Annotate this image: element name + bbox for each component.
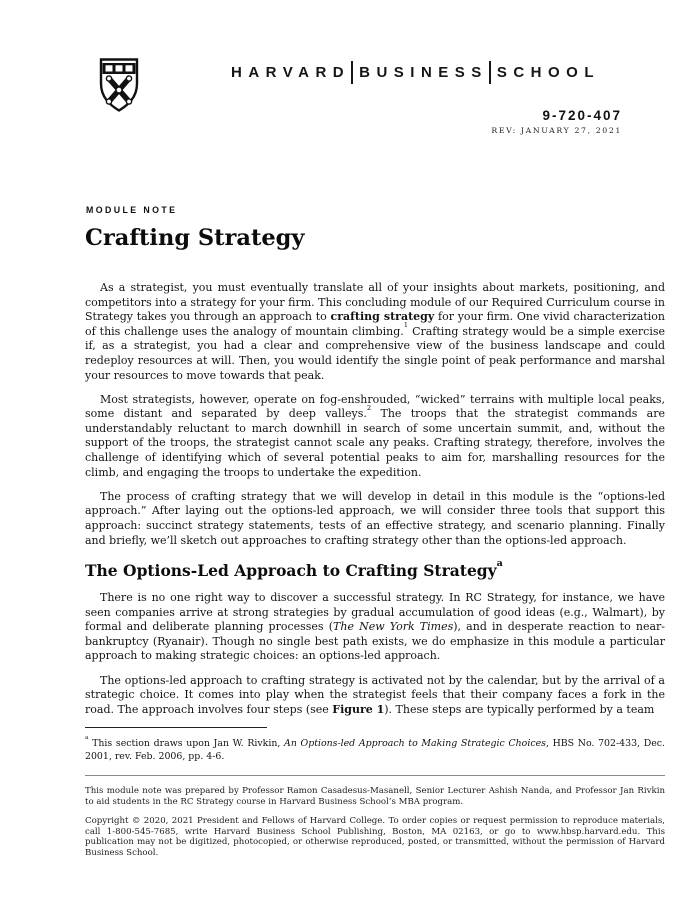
body-paragraph-2: Most strategists, however, operate on fog-enshrouded, “wicked” terrains with multiple local peaks, some distant and separated by deep valleys.$^2$ The troops that the strategist commands are understandably reluctant to march downhill in search of some uncertain summit, and, without the support of the troops, the strategist cannot scale any peaks. Crafting strategy, therefore, involves the challenge of identifying which of several potential peaks to aim for, marshalling resources for the climb, and engaging the troops to undertake the expedition. [85, 392, 665, 479]
revision-date: REV: JANUARY 27, 2021 [491, 126, 622, 135]
footnote-text: $^a$ This section draws upon Jan W. Rivkin, An Options-led Approach to Making Strategic Choices, HBS No. 702-433, Dec. 2001, rev. Feb. 2006, pp. 4-6. [85, 735, 665, 762]
document-title: Crafting Strategy [85, 225, 305, 251]
body-paragraph-1: As a strategist, you must eventually translate all of your insights about markets, positioning, and competitors into a strategy for your firm. This concluding module of our Required Curriculum course in Strategy takes you through an approach to crafting strategy for your firm. One vivid characterization of this challenge uses the analogy of mountain climbing.$^1$ Crafting strategy would be a simple exercise if, as a strategist, you had a clear and comprehensive view of the business landscape and could redeploy resources at will. Then, you would identify the single point of peak performance and marshal your resources to move towards that peak. [85, 281, 666, 382]
case-number: 9-720-407 [542, 108, 622, 123]
attribution-text: This module note was prepared by Professor Ramon Casadesus-Masanell, Senior Lecturer Ashish Nanda, and Professor Jan Rivkin to aid students in the RC Strategy course in Harvard Business School’s MBA program. [85, 786, 665, 807]
footnote-block [85, 727, 665, 763]
wordmark-school: SCHOOL [496, 63, 600, 81]
document-meta [491, 108, 622, 135]
footer-divider [85, 775, 665, 776]
wordmark-divider [489, 61, 491, 84]
section-heading: The Options-Led Approach to Crafting Strategy$^a$ [85, 557, 503, 581]
wordmark-business: BUSINESS [359, 63, 488, 81]
wordmark-harvard: HARVARD [231, 63, 351, 81]
page-footer [85, 775, 665, 868]
hbs-wordmark [231, 59, 600, 85]
hbs-shield-icon [99, 57, 139, 113]
document-type-label: MODULE NOTE [86, 205, 178, 215]
wordmark-divider [351, 61, 353, 84]
copyright-text: Copyright © 2020, 2021 President and Fellows of Harvard College. To order copies or request permission to reproduce materials, call 1-800-545-7685, write Harvard Business School Publishing, Boston, MA 02163, or go to www.hbsp.harvard.edu. This publication may not be digitized, photocopied, or otherwise reproduced, posted, or transmitted, without the permission of Harvard Business School. [85, 816, 665, 858]
footnote-divider [85, 727, 267, 728]
body-paragraph-4: There is no one right way to discover a successful strategy. In RC Strategy, for instance, we have seen companies arrive at strong strategies by gradual accumulation of good ideas (e.g., Walmart), by formal and deliberate planning processes (The New York Times), and in desperate reaction to near-bankruptcy (Ryanair). Though no single best path exists, we do emphasize in this module a particular approach to making strategic choices: an options-led approach. [85, 591, 665, 663]
body-paragraph-3: The process of crafting strategy that we will develop in detail in this module is the “options-led approach.” After laying out the options-led approach, we will consider three tools that support this approach: succinct strategy statements, tests of an effective strategy, and scenario planning. Finally and briefly, we’ll sketch out approaches to crafting strategy other than the options-led approach. [85, 489, 665, 547]
document-body [85, 205, 665, 727]
body-paragraph-5: The options-led approach to crafting strategy is activated not by the calendar, but by the arrival of a strategic choice. It comes into play when the strategist feels that their company faces a fork in the road. The approach involves four steps (see Figure 1). These steps are typically performed by a team [85, 673, 665, 716]
